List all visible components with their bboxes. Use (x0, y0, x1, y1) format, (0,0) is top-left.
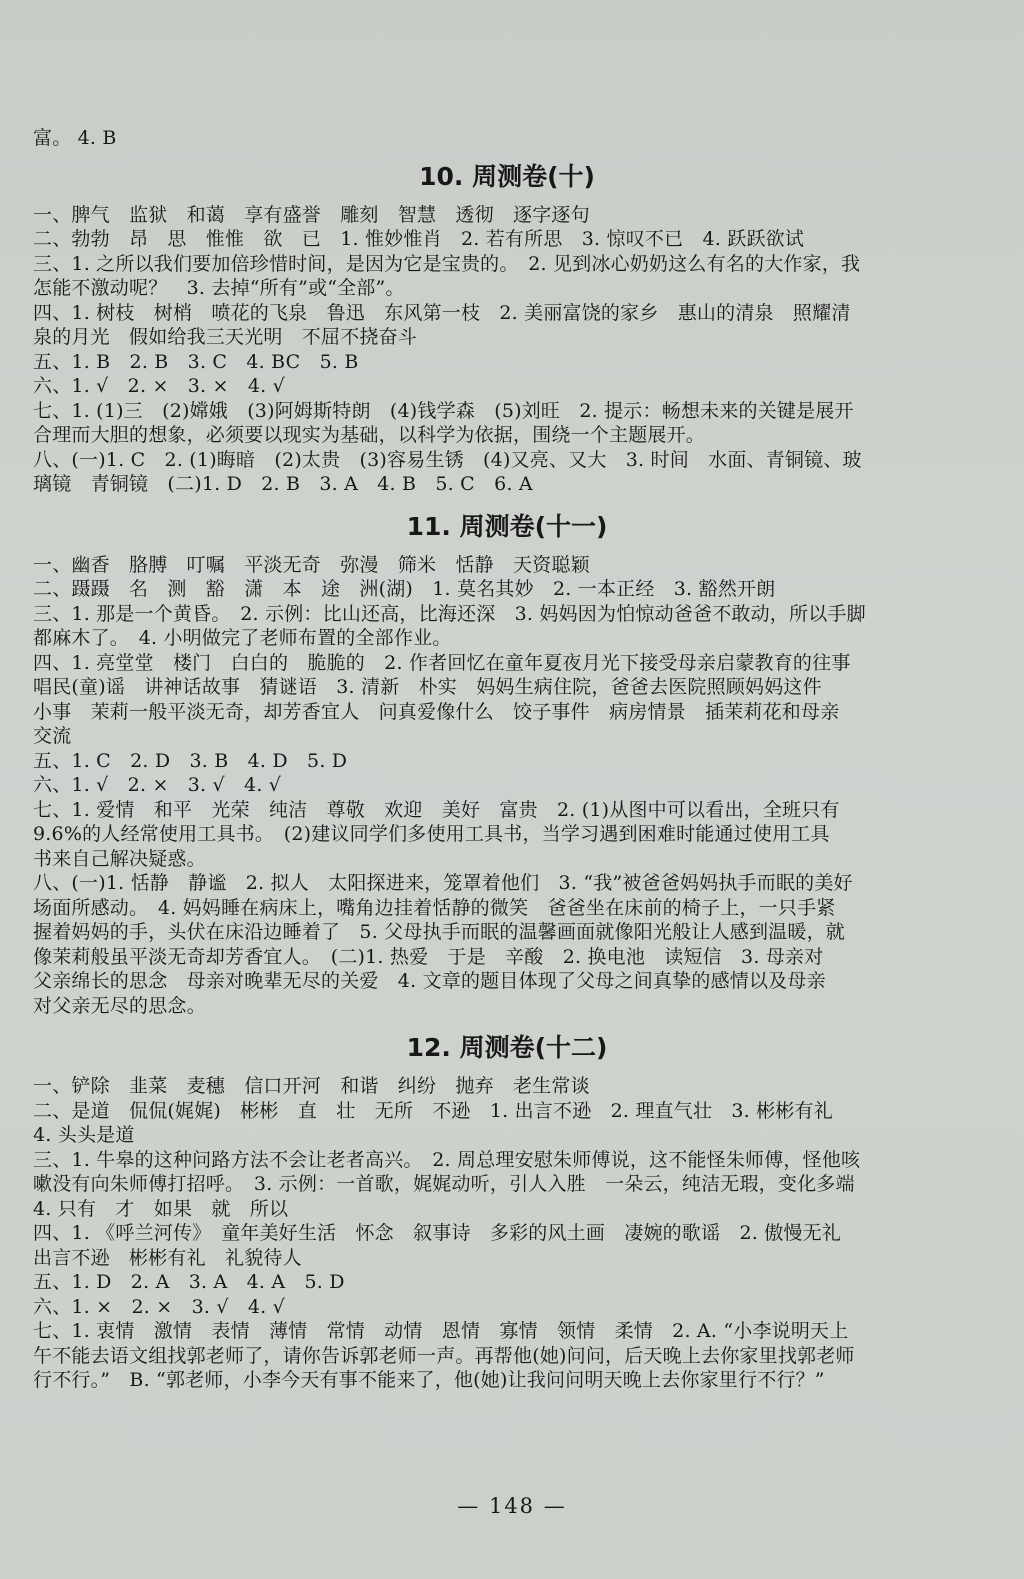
answer-line: 三、1. 那是一个黄昏。 2. 示例：比山还高，比海还深 3. 妈妈因为怕惊动爸爸不敢动，所以手脚 (33, 602, 866, 625)
answer-line: 五、1. B 2. B 3. C 4. BC 5. B (33, 350, 359, 373)
section-10 (33, 157, 981, 497)
answer-line: 出言不逊 彬彬有礼 礼貌待人 (33, 1246, 302, 1269)
answer-line: 行不行。” B. “郭老师，小李今天有事不能来了，他(她)让我问问明天晚上去你家里行不行？” (33, 1369, 825, 1391)
answer-line: 七、1. (1)三 (2)嫦娥 (3)阿姆斯特朗 (4)钱学森 (5)刘旺 2. 提示：畅想未来的关键是展开 (33, 399, 854, 422)
answer-line: 璃镜 青铜镜 (二)1. D 2. B 3. A 4. B 5. C 6. A (33, 473, 533, 495)
answer-line: 对父亲无尽的思念。 (33, 994, 206, 1017)
page-content (33, 126, 981, 1393)
answer-line: 四、1. 树枝 树梢 喷花的飞泉 鲁迅 东风第一枝 2. 美丽富饶的家乡 惠山的清泉 照耀清 (33, 301, 851, 324)
answer-line: 握着妈妈的手，头伏在床沿边睡着了 5. 父母执手而眠的温馨画面就像阳光般让人感到温暖，就 (33, 921, 845, 943)
answer-line: 五、1. C 2. D 3. B 4. D 5. D (33, 749, 348, 772)
answer-line: 六、1. √ 2. × 3. × 4. √ (33, 375, 285, 397)
answer-line: 午不能去语文组找郭老师了，请你告诉郭老师一声。再帮他(她)问问，后天晚上去你家里找郭老师 (33, 1344, 855, 1367)
answer-line: 一、幽香 胳膊 叮嘱 平淡无奇 弥漫 筛米 恬静 天资聪颖 (33, 553, 590, 576)
answer-line: 五、1. D 2. A 3. A 4. A 5. D (33, 1271, 345, 1293)
answer-line: 泉的月光 假如给我三天光明 不屈不挠奋斗 (33, 326, 418, 348)
section-11 (33, 507, 981, 1019)
answer-line: 八、(一)1. C 2. (1)晦暗 (2)太贵 (3)容易生锈 (4)又亮、又大 3. 时间 水面、青铜镜、玻 (33, 448, 862, 471)
answer-line: 4. 只有 才 如果 就 所以 (33, 1197, 289, 1220)
answer-line: 三、1. 牛皋的这种问路方法不会让老者高兴。 2. 周总理安慰朱师傅说，这不能怪朱师傅，怪他咳 (33, 1148, 861, 1171)
answer-line: 八、(一)1. 恬静 静谧 2. 拟人 太阳探进来，笼罩着他们 3. “我”被爸爸妈妈执手而眠的美好 (33, 872, 853, 894)
answer-line: 三、1. 之所以我们要加倍珍惜时间，是因为它是宝贵的。 2. 见到冰心奶奶这么有名的大作家，我 (33, 252, 861, 275)
answer-line: 一、铲除 韭菜 麦穗 信口开河 和谐 纠纷 抛弃 老生常谈 (33, 1075, 590, 1097)
answer-line: 书来自己解决疑惑。 (33, 847, 206, 870)
answer-line: 七、1. 衷情 激情 表情 薄情 常情 动情 恩情 寡情 领情 柔情 2. A. “小李说明天上 (33, 1320, 849, 1342)
answer-line: 六、1. × 2. × 3. √ 4. √ (33, 1295, 285, 1318)
answer-line: 9.6%的人经常使用工具书。 (2)建议同学们多使用工具书，当学习遇到困难时能通过使用工具 (33, 823, 830, 845)
answer-line: 合理而大胆的想象，必须要以现实为基础，以科学为依据，围绕一个主题展开。 (33, 424, 706, 446)
section-heading: 10. 周测卷(十) (419, 161, 595, 191)
answer-line: 一、脾气 监狱 和蔼 享有盛誉 雕刻 智慧 透彻 逐字逐句 (33, 203, 590, 226)
answer-line: 场面所感动。 4. 妈妈睡在病床上，嘴角边挂着恬静的微笑 爸爸坐在床前的椅子上，一只手紧 (33, 896, 836, 919)
answer-line: 二、勃勃 昂 思 惟惟 欲 已 1. 惟妙惟肖 2. 若有所思 3. 惊叹不已 4. 跃跃欲试 (33, 228, 805, 250)
answer-line: 交流 (33, 725, 72, 747)
answer-line: 父亲绵长的思念 母亲对晚辈无尽的关爱 4. 文章的题目体现了父母之间真挚的感情以及母亲 (33, 970, 826, 992)
answer-line: 七、1. 爱情 和平 光荣 纯洁 尊敬 欢迎 美好 富贵 2. (1)从图中可以看出，全班只有 (33, 798, 840, 821)
answer-line: 四、1. 亮堂堂 楼门 白白的 脆脆的 2. 作者回忆在童年夏夜月光下接受母亲启蒙教育的往事 (33, 651, 851, 674)
answer-line: 二、是道 侃侃(娓娓) 彬彬 直 壮 无所 不逊 1. 出言不逊 2. 理直气壮 3. 彬彬有礼 (33, 1099, 833, 1122)
section-heading: 11. 周测卷(十一) (406, 511, 608, 541)
answer-line: 像茉莉般虽平淡无奇却芳香宜人。 (二)1. 热爱 于是 辛酸 2. 换电池 读短信 3. 母亲对 (33, 945, 824, 968)
answer-line: 怎能不激动呢？ 3. 去掉“所有”或“全部”。 (33, 277, 405, 299)
page-number: — 148 — (457, 1494, 567, 1518)
answer-line: 4. 头头是道 (33, 1124, 135, 1146)
answer-line: 都麻木了。 4. 小明做完了老师布置的全部作业。 (33, 627, 452, 649)
section-heading: 12. 周测卷(十二) (406, 1033, 608, 1062)
answer-line: 唱民(童)谣 讲神话故事 猜谜语 3. 清新 朴实 妈妈生病住院，爸爸去医院照顾妈妈这件 (33, 676, 822, 698)
answer-line: 六、1. √ 2. × 3. √ 4. √ (33, 774, 282, 796)
answer-line: 二、蹑蹑 名 测 豁 潇 本 途 洲(湖) 1. 莫名其妙 2. 一本正经 3. 豁然开朗 (33, 578, 776, 600)
answer-line: 小事 茉莉一般平淡无奇，却芳香宜人 问真爱像什么 饺子事件 病房情景 插茉莉花和母亲 (33, 700, 840, 723)
answer-line: 四、1. 《呼兰河传》 童年美好生活 怀念 叙事诗 多彩的风土画 凄婉的歌谣 2. 傲慢无礼 (33, 1222, 842, 1244)
answer-line: 嗽没有向朱师傅打招呼。 3. 示例：一首歌，娓娓动听，引人入胜 一朵云，纯洁无瑕，变化多端 (33, 1173, 855, 1195)
section-12 (33, 1028, 981, 1393)
intro-line: 富。 4. B (33, 127, 117, 149)
